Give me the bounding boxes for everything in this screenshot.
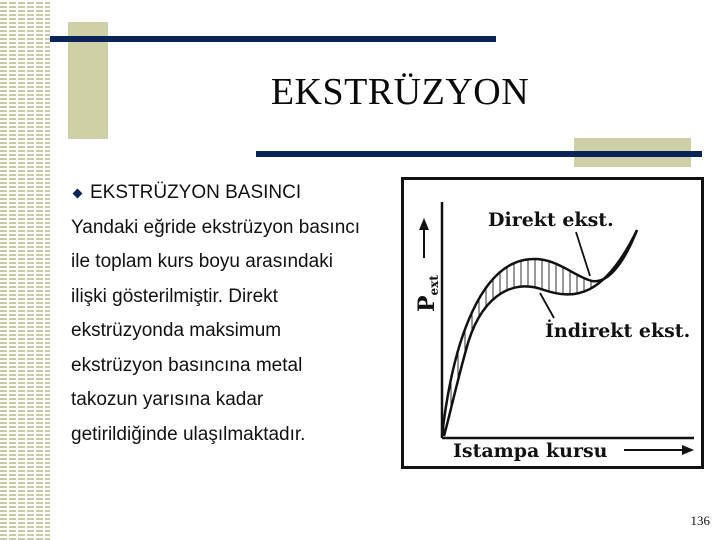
paragraph-line: ilişki gösterilmiştir. Direkt bbox=[71, 285, 278, 307]
paragraph-line: takozun yarısına kadar bbox=[71, 389, 264, 410]
y-axis-arrowhead bbox=[419, 218, 429, 230]
decorative-stripe-band bbox=[0, 0, 50, 540]
extrusion-pressure-diagram bbox=[404, 180, 701, 466]
slide-body bbox=[71, 176, 401, 452]
bullet-item bbox=[71, 176, 401, 211]
paragraph-line: ekstrüzyon basıncına metal bbox=[71, 354, 303, 376]
paragraph-line: ile toplam kurs boyu arasındaki bbox=[71, 251, 333, 272]
x-axis-arrowhead bbox=[682, 445, 694, 455]
direct-curve-label: Direkt ekst. bbox=[488, 209, 614, 231]
title-rule-bottom bbox=[256, 151, 702, 157]
paragraph-line: getirildiğinde ulaşılmaktadır. bbox=[71, 423, 306, 445]
x-axis-label: Istampa kursu bbox=[453, 440, 608, 462]
extrusion-pressure-figure bbox=[401, 177, 704, 469]
paragraph-line: Yandaki eğride ekstrüzyon basıncı bbox=[71, 216, 361, 238]
title-rule-top bbox=[50, 36, 496, 42]
y-axis-label: Pext bbox=[414, 275, 441, 312]
indirect-curve-label: İndirekt ekst. bbox=[545, 320, 691, 342]
bullet-text: EKSTRÜZYON BASINCI bbox=[90, 182, 302, 203]
paragraph-line: ekstrüzyonda maksimum bbox=[71, 320, 282, 341]
slide-title: EKSTRÜZYON bbox=[270, 71, 530, 113]
diamond-bullet-icon bbox=[73, 188, 83, 198]
page-number: 136 bbox=[690, 513, 710, 528]
direct-label-leader bbox=[576, 232, 590, 276]
indirect-label-leader bbox=[540, 293, 554, 318]
